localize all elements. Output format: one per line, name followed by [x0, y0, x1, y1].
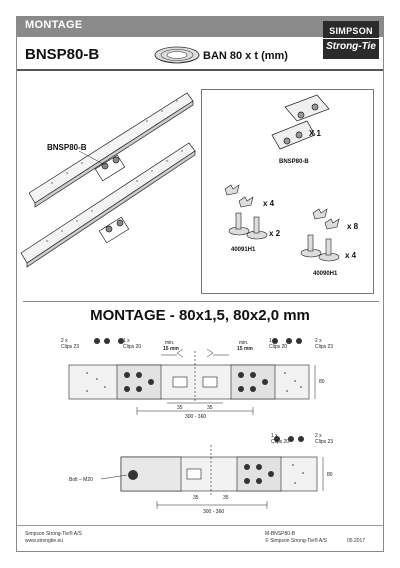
d2-callout1-qty: 1 x: [271, 433, 278, 439]
kit-part-label: BNSP80-B: [279, 159, 309, 165]
d2-dim-range: 300 - 360: [203, 509, 225, 515]
kit2-code: 40090H1: [313, 271, 338, 277]
montage-title: MONTAGE - 80x1,5, 80x2,0 mm: [90, 307, 310, 324]
min-b-label: min.: [239, 340, 249, 346]
instruction-sheet: [16, 16, 384, 552]
footer-company: Simpson Strong-Tie® A/S: [25, 531, 82, 537]
dim-range: 300 - 360: [185, 414, 207, 420]
dim-35-b: 35: [207, 405, 213, 411]
callout3-item: Clips 20: [269, 344, 288, 350]
callout4-item: Clips 23: [315, 344, 334, 350]
bolt-label: Bolt – M20: [69, 477, 93, 483]
kit-part-qty: X 1: [309, 129, 322, 138]
d2-dim-height: 80: [327, 472, 333, 478]
d2-callout2-item: Clips 23: [315, 439, 334, 445]
kit2-wing-qty: x 8: [347, 222, 359, 231]
footer-date: 05.2017: [347, 538, 366, 544]
parts-drawing: [17, 17, 385, 307]
logo-wordmark: SIMPSON: [329, 26, 373, 36]
callout2-item: Clips 20: [123, 344, 142, 350]
d2-dim-35-b: 35: [223, 495, 229, 501]
min-a-value: 15 mm: [163, 346, 179, 352]
callout3-qty: 1 x: [269, 338, 276, 344]
footer-web: www.strongtie.eu: [25, 538, 64, 544]
left-part-label: BNSP80-B: [47, 143, 87, 152]
callout1-qty: 2 x: [61, 338, 68, 344]
min-b-value: 15 mm: [237, 346, 253, 352]
section-divider: [23, 301, 379, 302]
footer-copyright: © Simpson Strong-Tie® A/S: [265, 538, 327, 544]
dim-height: 80: [319, 379, 325, 385]
callout1-item: Clips 23: [61, 344, 80, 350]
product-code: BNSP80-B: [25, 46, 100, 63]
min-a-label: min.: [165, 340, 175, 346]
section-title: MONTAGE: [25, 19, 83, 31]
footer-doc: M-BNSP80-B: [265, 531, 296, 537]
d2-dim-35-a: 35: [193, 495, 199, 501]
d2-callout1-item: Clips 20: [271, 439, 290, 445]
logo-tagline: Strong-Tie: [323, 38, 379, 52]
callout4-qty: 2 x: [315, 338, 322, 344]
kit1-wing-qty: x 4: [263, 199, 275, 208]
dim-35-a: 35: [177, 405, 183, 411]
callout2-qty: 1 x: [123, 338, 130, 344]
assembly-diagram-2: [17, 435, 385, 535]
kit1-code: 40091H1: [231, 247, 256, 253]
footer-divider: [17, 525, 383, 526]
strap-label: BAN 80 x t (mm): [203, 50, 288, 62]
kit2-bolt-qty: x 4: [345, 251, 357, 260]
d2-callout2-qty: 2 x: [315, 433, 322, 439]
kit1-bolt-qty: x 2: [269, 229, 281, 238]
